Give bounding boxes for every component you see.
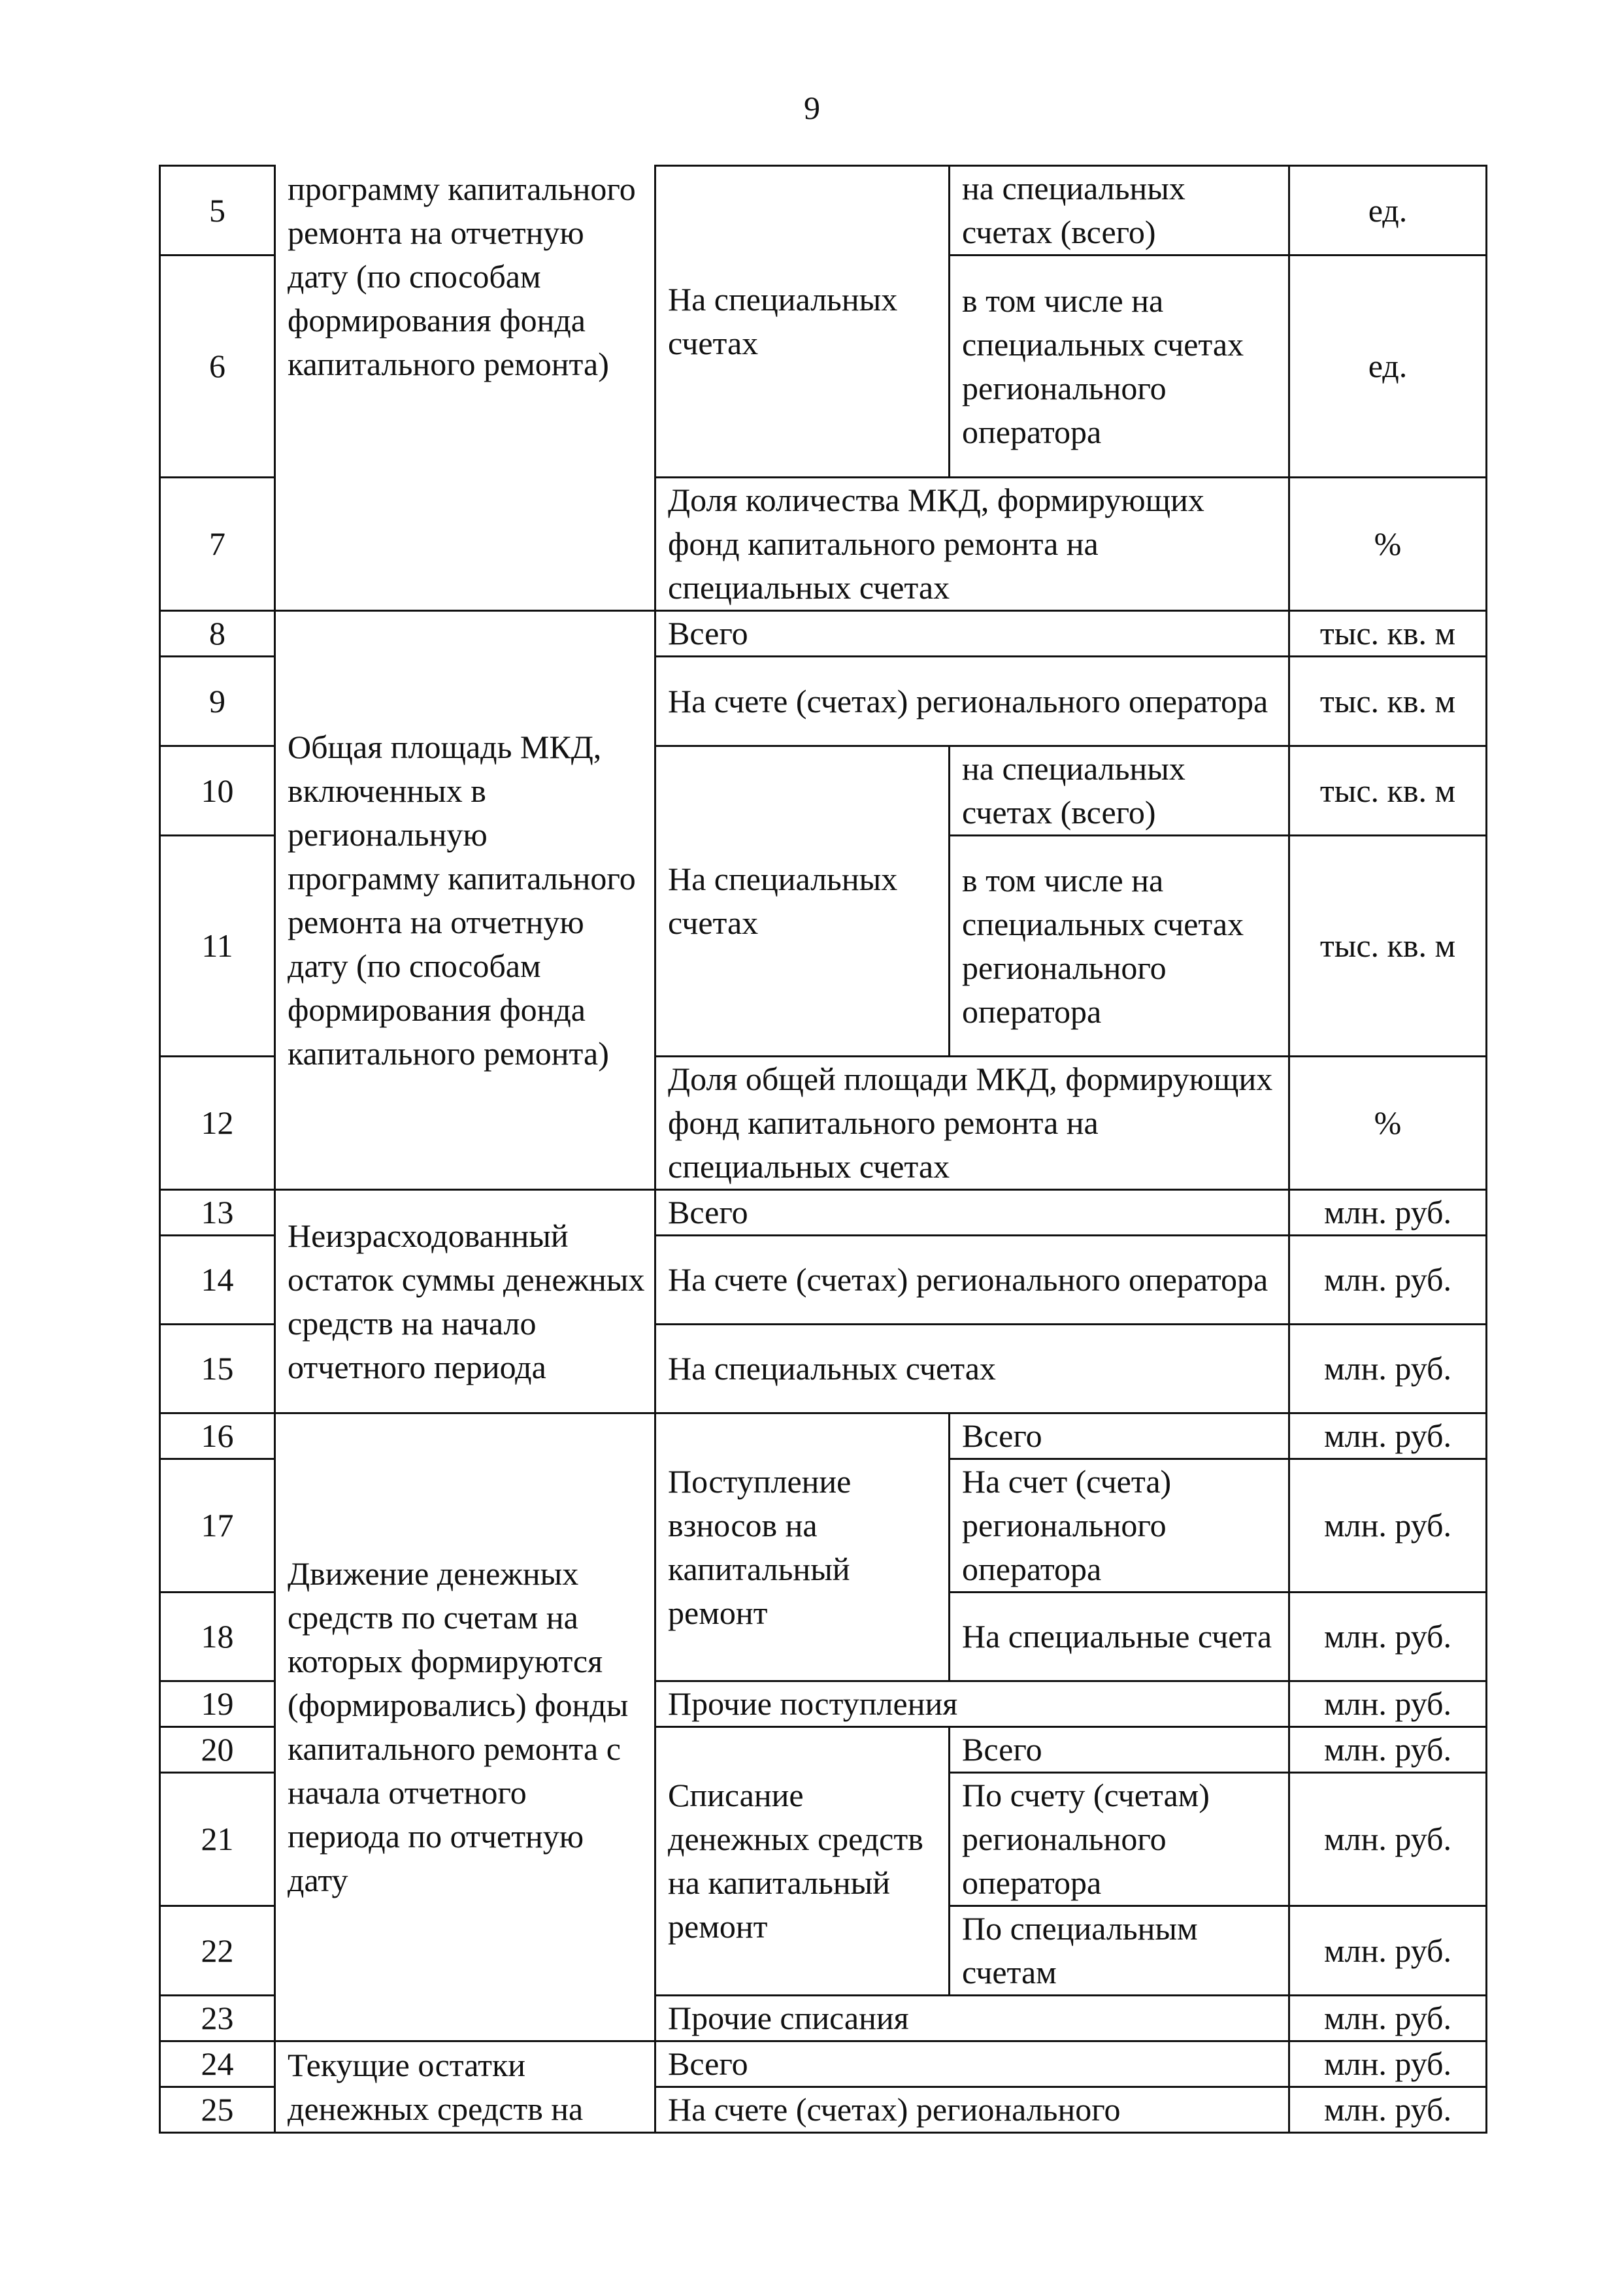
row-number: 17 — [160, 1459, 275, 1593]
unit-cell: млн. руб. — [1289, 1413, 1487, 1459]
row-number: 11 — [160, 836, 275, 1057]
row-number: 6 — [160, 256, 275, 478]
row-number: 10 — [160, 746, 275, 836]
unit-cell: млн. руб. — [1289, 1996, 1487, 2041]
row-number: 12 — [160, 1057, 275, 1190]
description-cell: Прочие поступления — [655, 1681, 1289, 1727]
row-number: 18 — [160, 1593, 275, 1681]
unit-cell: % — [1289, 478, 1487, 611]
detail-cell: По счету (счетам) регионального оператора — [950, 1773, 1289, 1906]
unit-cell: млн. руб. — [1289, 1681, 1487, 1727]
indicator-cell: Общая площадь МКД, включенных в региональную программу капитального ремонта на отчетную дату (по способам формирования фонда капитального ремонта) — [275, 611, 655, 1190]
unit-cell: тыс. кв. м — [1289, 746, 1487, 836]
detail-cell: на специальных счетах (всего) — [950, 166, 1289, 256]
row-number: 22 — [160, 1906, 275, 1996]
unit-cell: млн. руб. — [1289, 1236, 1487, 1325]
row-number: 14 — [160, 1236, 275, 1325]
row-number: 15 — [160, 1325, 275, 1413]
description-cell: Всего — [655, 1190, 1289, 1236]
description-cell: На специальных счетах — [655, 1325, 1289, 1413]
detail-cell: На специальные счета — [950, 1593, 1289, 1681]
unit-cell: тыс. кв. м — [1289, 657, 1487, 746]
detail-cell: на специальных счетах (всего) — [950, 746, 1289, 836]
row-number: 24 — [160, 2041, 275, 2087]
row-number: 7 — [160, 478, 275, 611]
table-row — [160, 2041, 1487, 2087]
unit-cell: млн. руб. — [1289, 1190, 1487, 1236]
indicator-cell: Движение денежных средств по счетам на которых формируются (формировались) фонды капитального ремонта с начала отчетного периода по отчетную дату — [275, 1413, 655, 2041]
unit-cell: млн. руб. — [1289, 2087, 1487, 2133]
unit-cell: ед. — [1289, 256, 1487, 478]
description-cell: На счете (счетах) регионального оператора — [655, 657, 1289, 746]
row-number: 25 — [160, 2087, 275, 2133]
indicator-cell: Неизрасходованный остаток суммы денежных средств на начало отчетного периода — [275, 1190, 655, 1413]
page-number: 9 — [804, 90, 820, 126]
unit-cell: млн. руб. — [1289, 1727, 1487, 1773]
row-number: 20 — [160, 1727, 275, 1773]
subgroup-cell: На специальных счетах — [655, 166, 950, 478]
unit-cell: млн. руб. — [1289, 1593, 1487, 1681]
unit-cell: % — [1289, 1057, 1487, 1190]
indicator-cell: программу капитального ремонта на отчетную дату (по способам формирования фонда капитального ремонта) — [275, 166, 655, 611]
row-number: 19 — [160, 1681, 275, 1727]
description-cell: Всего — [655, 611, 1289, 657]
row-number: 9 — [160, 657, 275, 746]
unit-cell: млн. руб. — [1289, 1459, 1487, 1593]
description-cell: Прочие списания — [655, 1996, 1289, 2041]
detail-cell: По специальным счетам — [950, 1906, 1289, 1996]
table-row — [160, 1413, 1487, 1459]
subgroup-cell: Поступление взносов на капитальный ремонт — [655, 1413, 950, 1681]
description-cell: Всего — [655, 2041, 1289, 2087]
description-cell: Доля общей площади МКД, формирующих фонд капитального ремонта на специальных счетах — [655, 1057, 1289, 1190]
description-cell: На счете (счетах) регионального оператора — [655, 1236, 1289, 1325]
table-row — [160, 611, 1487, 657]
detail-cell: Всего — [950, 1727, 1289, 1773]
unit-cell: ед. — [1289, 166, 1487, 256]
detail-cell: На счет (счета) регионального оператора — [950, 1459, 1289, 1593]
row-number: 13 — [160, 1190, 275, 1236]
subgroup-cell: Списание денежных средств на капитальный ремонт — [655, 1727, 950, 1996]
row-number: 5 — [160, 166, 275, 256]
unit-cell: млн. руб. — [1289, 1325, 1487, 1413]
unit-cell: млн. руб. — [1289, 1773, 1487, 1906]
table-row — [160, 1190, 1487, 1236]
detail-cell: в том числе на специальных счетах регионального оператора — [950, 256, 1289, 478]
row-number: 16 — [160, 1413, 275, 1459]
detail-cell: в том числе на специальных счетах регионального оператора — [950, 836, 1289, 1057]
unit-cell: тыс. кв. м — [1289, 611, 1487, 657]
description-cell: На счете (счетах) регионального — [655, 2087, 1289, 2133]
table-row — [160, 166, 1487, 256]
unit-cell: тыс. кв. м — [1289, 836, 1487, 1057]
row-number: 8 — [160, 611, 275, 657]
subgroup-cell: На специальных счетах — [655, 746, 950, 1057]
row-number: 21 — [160, 1773, 275, 1906]
row-number: 23 — [160, 1996, 275, 2041]
detail-cell: Всего — [950, 1413, 1289, 1459]
unit-cell: млн. руб. — [1289, 1906, 1487, 1996]
indicators-table — [159, 165, 1487, 2134]
indicator-cell: Текущие остатки денежных средств на — [275, 2041, 655, 2133]
unit-cell: млн. руб. — [1289, 2041, 1487, 2087]
description-cell: Доля количества МКД, формирующих фонд капитального ремонта на специальных счетах — [655, 478, 1289, 611]
